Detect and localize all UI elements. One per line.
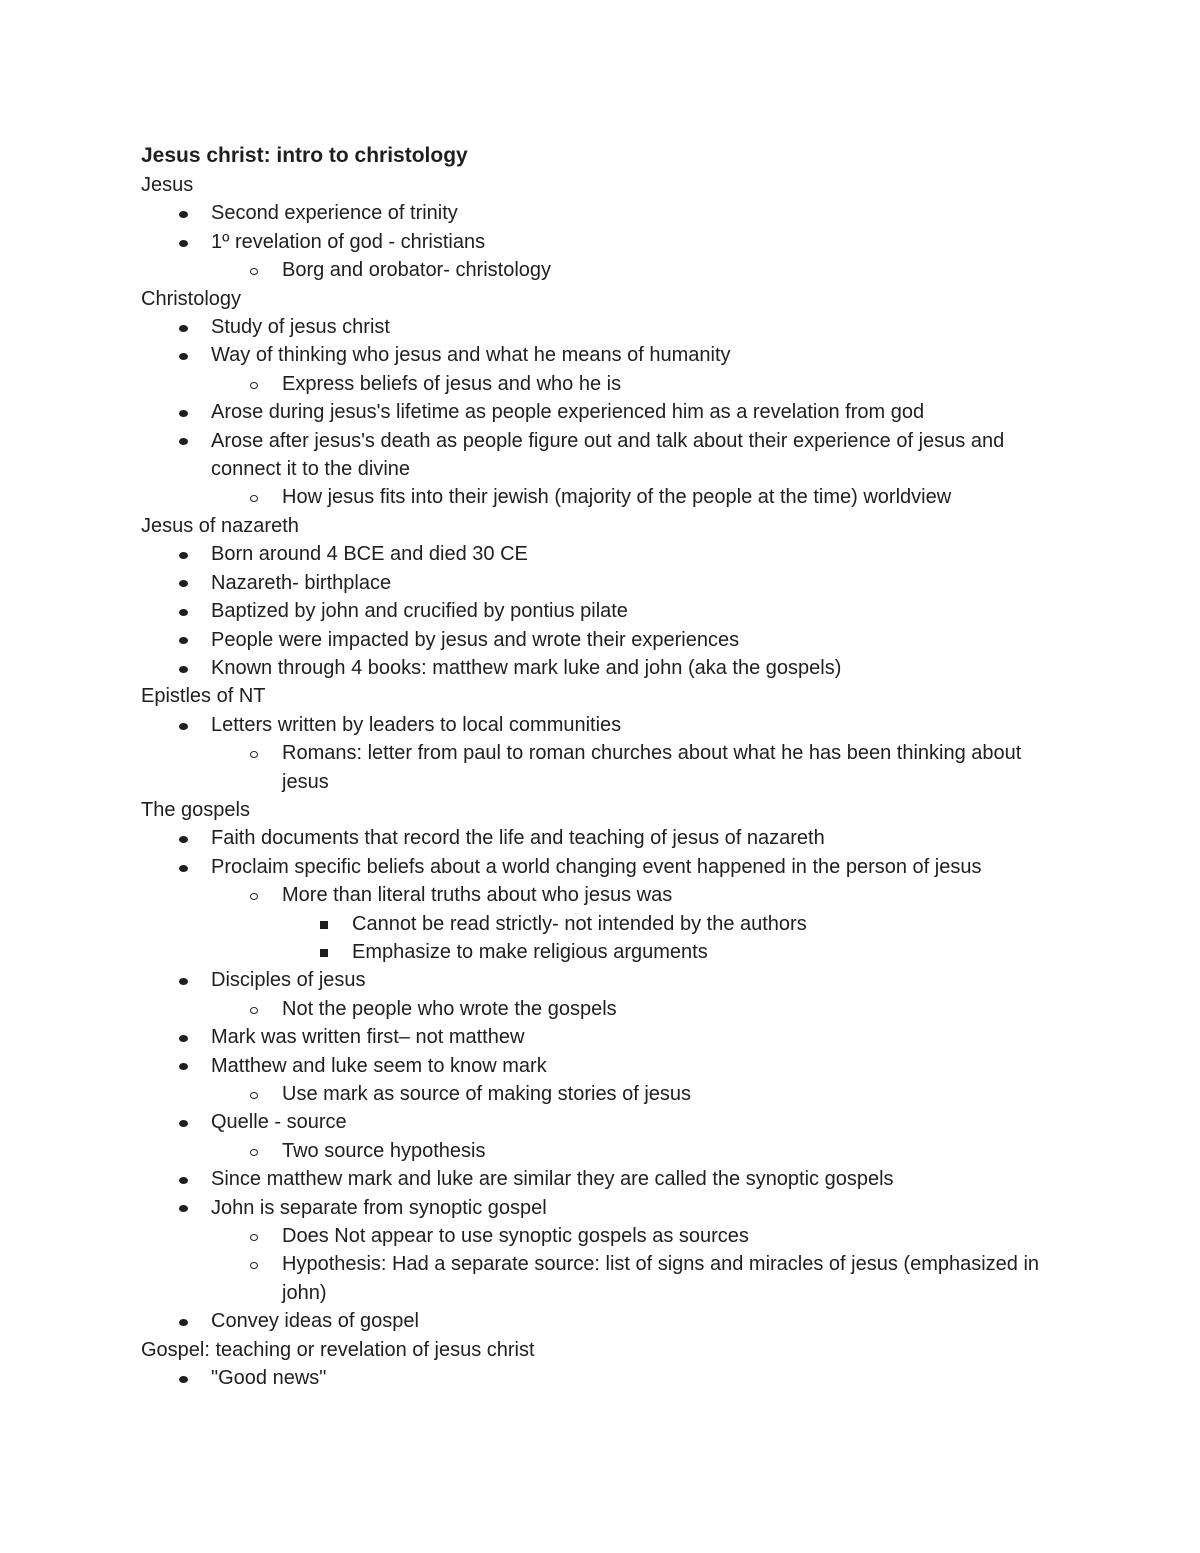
list-item [141, 540, 1071, 568]
hollow-bullet-icon [244, 1222, 264, 1250]
filled-bullet-icon [173, 1307, 193, 1335]
line-text: Jesus [141, 174, 194, 196]
filled-bullet-icon [173, 966, 193, 994]
filled-bullet-icon [173, 398, 193, 426]
filled-bullet-icon [173, 569, 193, 597]
section-heading [141, 285, 1071, 313]
list-item [141, 910, 1071, 938]
line-text: People were impacted by jesus and wrote their experiences [211, 628, 740, 651]
filled-bullet-icon [173, 1108, 193, 1136]
list-item [141, 313, 1071, 341]
line-text: Letters written by leaders to local communities [211, 713, 622, 736]
section-heading [141, 682, 1071, 710]
filled-bullet-icon [173, 1052, 193, 1080]
list-item [141, 1194, 1071, 1222]
square-bullet-icon [314, 910, 334, 938]
line-text: Gospel: teaching or revelation of jesus christ [141, 1338, 535, 1361]
line-text: Romans: letter from paul to roman churches about what he has been thinking about jesus [282, 742, 1022, 793]
hollow-bullet-icon [244, 370, 264, 398]
filled-bullet-icon [173, 711, 193, 739]
square-bullet-icon [314, 938, 334, 966]
list-item [141, 341, 1071, 369]
hollow-bullet-icon [244, 1250, 264, 1278]
hollow-bullet-icon [244, 1080, 264, 1108]
document-title: Jesus christ: intro to christology [141, 144, 468, 167]
section-heading [141, 171, 1071, 199]
list-item [141, 881, 1071, 909]
line-text: How jesus fits into their jewish (majority of the people at the time) worldview [282, 486, 952, 509]
line-text: Matthew and luke seem to know mark [211, 1054, 547, 1077]
list-item [141, 824, 1071, 852]
line-text: Borg and orobator- christology [282, 259, 552, 282]
list-item [141, 1080, 1071, 1108]
list-item [141, 483, 1071, 511]
hollow-bullet-icon [244, 256, 264, 284]
line-text: Cannot be read strictly- not intended by the authors [352, 912, 807, 935]
line-text: Since matthew mark and luke are similar they are called the synoptic gospels [211, 1168, 894, 1191]
list-item [141, 370, 1071, 398]
list-item [141, 938, 1071, 966]
line-text: Two source hypothesis [282, 1139, 486, 1162]
filled-bullet-icon [173, 540, 193, 568]
line-text: Use mark as source of making stories of jesus [282, 1083, 692, 1105]
filled-bullet-icon [173, 853, 193, 881]
line-text: Not the people who wrote the gospels [282, 997, 617, 1020]
line-text: 1º revelation of god - christians [211, 230, 486, 253]
filled-bullet-icon [173, 427, 193, 455]
filled-bullet-icon [173, 228, 193, 256]
line-text: Arose after jesus's death as people figure out and talk about their experience of jesus and connect it to the divine [211, 429, 1005, 481]
filled-bullet-icon [173, 654, 193, 682]
list-item [141, 597, 1071, 625]
line-text: John is separate from synoptic gospel [211, 1196, 547, 1219]
line-text: Hypothesis: Had a separate source: list of signs and miracles of jesus (emphasized in john) [282, 1253, 1040, 1304]
list-item [141, 711, 1071, 739]
filled-bullet-icon [173, 1194, 193, 1222]
list-item [141, 228, 1071, 256]
document-page [141, 141, 1071, 1392]
section-heading [141, 512, 1071, 540]
hollow-bullet-icon [244, 1137, 264, 1165]
list-item [141, 199, 1071, 227]
line-text: Arose during jesus's lifetime as people experienced him as a revelation from god [211, 401, 925, 424]
list-item [141, 739, 1071, 796]
line-text: Known through 4 books: matthew mark luke and john (aka the gospels) [211, 656, 842, 679]
list-item [141, 427, 1071, 484]
line-text: Emphasize to make religious arguments [352, 940, 708, 963]
hollow-bullet-icon [244, 995, 264, 1023]
list-item [141, 398, 1071, 426]
line-text: Proclaim specific beliefs about a world changing event happened in the person of jesus [211, 855, 982, 878]
line-text: Second experience of trinity [211, 202, 458, 225]
list-item [141, 256, 1071, 284]
line-text: Nazareth- birthplace [211, 571, 392, 594]
line-text: Baptized by john and crucified by pontius pilate [211, 600, 628, 623]
filled-bullet-icon [173, 1364, 193, 1392]
line-text: Born around 4 BCE and died 30 CE [211, 543, 528, 566]
line-text: More than literal truths about who jesus was [282, 884, 673, 907]
line-text: Convey ideas of gospel [211, 1310, 419, 1333]
line-text: Does Not appear to use synoptic gospels as sources [282, 1225, 749, 1248]
section-heading [141, 1336, 1071, 1364]
filled-bullet-icon [173, 341, 193, 369]
section-heading [141, 796, 1071, 824]
list-item [141, 626, 1071, 654]
line-text: Express beliefs of jesus and who he is [282, 372, 622, 395]
line-text: Epistles of NT [141, 685, 266, 708]
line-text: Jesus of nazareth [141, 514, 299, 537]
list-item [141, 1222, 1071, 1250]
list-item [141, 1364, 1071, 1392]
hollow-bullet-icon [244, 881, 264, 909]
filled-bullet-icon [173, 626, 193, 654]
line-text: Study of jesus christ [211, 316, 390, 339]
line-text: "Good news" [211, 1367, 327, 1390]
filled-bullet-icon [173, 1165, 193, 1193]
line-text: The gospels [141, 798, 250, 821]
filled-bullet-icon [173, 597, 193, 625]
list-item [141, 966, 1071, 994]
hollow-bullet-icon [244, 739, 264, 767]
list-item [141, 1108, 1071, 1136]
line-text: Christology [141, 287, 242, 310]
filled-bullet-icon [173, 824, 193, 852]
list-item [141, 853, 1071, 881]
filled-bullet-icon [173, 199, 193, 227]
line-text: Mark was written first– not matthew [211, 1026, 525, 1049]
list-item [141, 1307, 1071, 1335]
hollow-bullet-icon [244, 483, 264, 511]
line-text: Faith documents that record the life and teaching of jesus of nazareth [211, 827, 825, 850]
list-item [141, 1250, 1071, 1307]
list-item [141, 1165, 1071, 1193]
notes-list [141, 171, 1071, 1392]
list-item [141, 1137, 1071, 1165]
filled-bullet-icon [173, 1023, 193, 1051]
list-item [141, 995, 1071, 1023]
list-item [141, 1023, 1071, 1051]
line-text: Quelle - source [211, 1111, 347, 1134]
list-item [141, 1052, 1071, 1080]
line-text: Disciples of jesus [211, 969, 366, 992]
line-text: Way of thinking who jesus and what he means of humanity [211, 344, 731, 367]
list-item [141, 654, 1071, 682]
list-item [141, 569, 1071, 597]
filled-bullet-icon [173, 313, 193, 341]
